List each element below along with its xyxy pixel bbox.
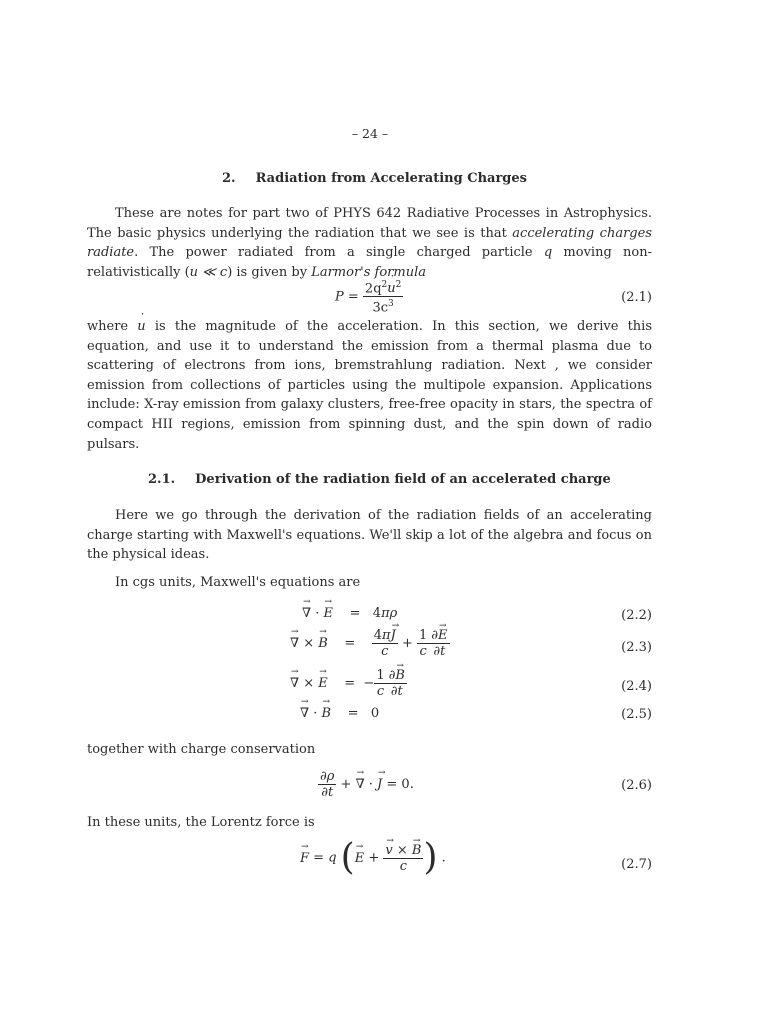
eq-2-1-den-sup: 3 [388,299,394,310]
intro-condition: u ≪ c [189,264,228,280]
intro-text-2: . The power radiated from a single charged particle [134,245,544,261]
paragraph-5: together with charge conservation [87,742,316,757]
equation-2-4: → ∇ × → E = − $\frac{1}{c}$ $\frac{\partial\to B}{\partial t}$ [290,668,407,699]
eq-2-1-udot: ˙ u [387,281,395,296]
intro-larmor: Larmor's formula [311,264,426,280]
paragraph-2 [87,317,652,454]
equation-2-2: → ∇ · → E = 4πρ [302,606,397,621]
equation-2-6: $\frac{\partial\rho}{\partial t}$ + → ∇ · → J = 0. [318,769,414,800]
page-number: – 24 – [351,126,389,141]
equation-number-2-2: (2.2) [621,608,652,623]
equation-2-7: → F = q (→ E + → $\frac{v \times \to B}{c}$ ) . [300,840,446,876]
intro-text-3: moving non-relativistically ( [87,245,652,280]
equation-2-3: → ∇ × → B = $\frac{4\pi\to J}{c}$ + $\frac{1}{c}$ $\frac{\partial\to E}{\partial t}$ [290,628,450,659]
eq-2-1-lhs: P = [335,289,359,305]
subsection-heading [148,472,611,487]
subsection-number: 2.1. [148,472,176,487]
para2-text-2: is the magnitude of the acceleration. In this section, we derive this equation, and use it to understand the emission from a thermal plasma due to scattering of electrons from ions, bremstrahlung radiation. Next , we consider emission from collections of particles using the multipole expansion. Applications include: X-ray emission from galaxy clusters, free-free opacity in stars, the spectra of compact HII regions, emission from spinning dust, and the spin down of radio pulsars. [87,319,652,452]
equation-number-2-5: (2.5) [621,707,652,722]
equation-2-1 [335,278,403,316]
equation-number-2-1: (2.1) [621,290,652,305]
eq-2-1-num-sup: 2 [381,280,388,290]
para2-udot: ˙ u [137,317,145,337]
eq-2-1-num: 2q [364,281,382,297]
equation-number-2-3: (2.3) [621,640,652,655]
equation-2-5: → ∇ · → B = 0 [300,706,379,721]
equation-number-2-4: (2.4) [621,679,652,694]
eq-2-1-den: 3c [372,300,389,316]
intro-paragraph [87,204,652,282]
intro-text-1: These are notes for part two of PHYS 642 Radiative Processes in Astrophysics. The basic physics underlying the radiation that we see is that [87,206,652,241]
intro-emphasis: accelerating charges radiate [87,225,652,261]
paragraph-3: Here we go through the derivation of the radiation fields of an accelerating charge starting with Maxwell's equations. We'll skip a lot of the algebra and focus on the physical ideas. [87,508,652,563]
section-number: 2. [222,171,236,186]
section-heading [222,171,527,186]
section-title: Radiation from Accelerating Charges [255,171,527,186]
intro-q: q [543,245,553,261]
paragraph-6: In these units, the Lorentz force is [87,815,315,830]
intro-text-4: ) is given by [227,264,312,280]
subsection-title: Derivation of the radiation field of an accelerated charge [195,472,611,487]
eq-2-1-fraction [363,278,403,316]
paragraph-4: In cgs units, Maxwell's equations are [115,575,361,590]
para2-text-1: where [87,319,138,334]
equation-number-2-7: (2.7) [621,857,652,872]
equation-number-2-6: (2.6) [621,778,652,793]
eq-2-1-num-sup2: 2 [395,280,402,290]
